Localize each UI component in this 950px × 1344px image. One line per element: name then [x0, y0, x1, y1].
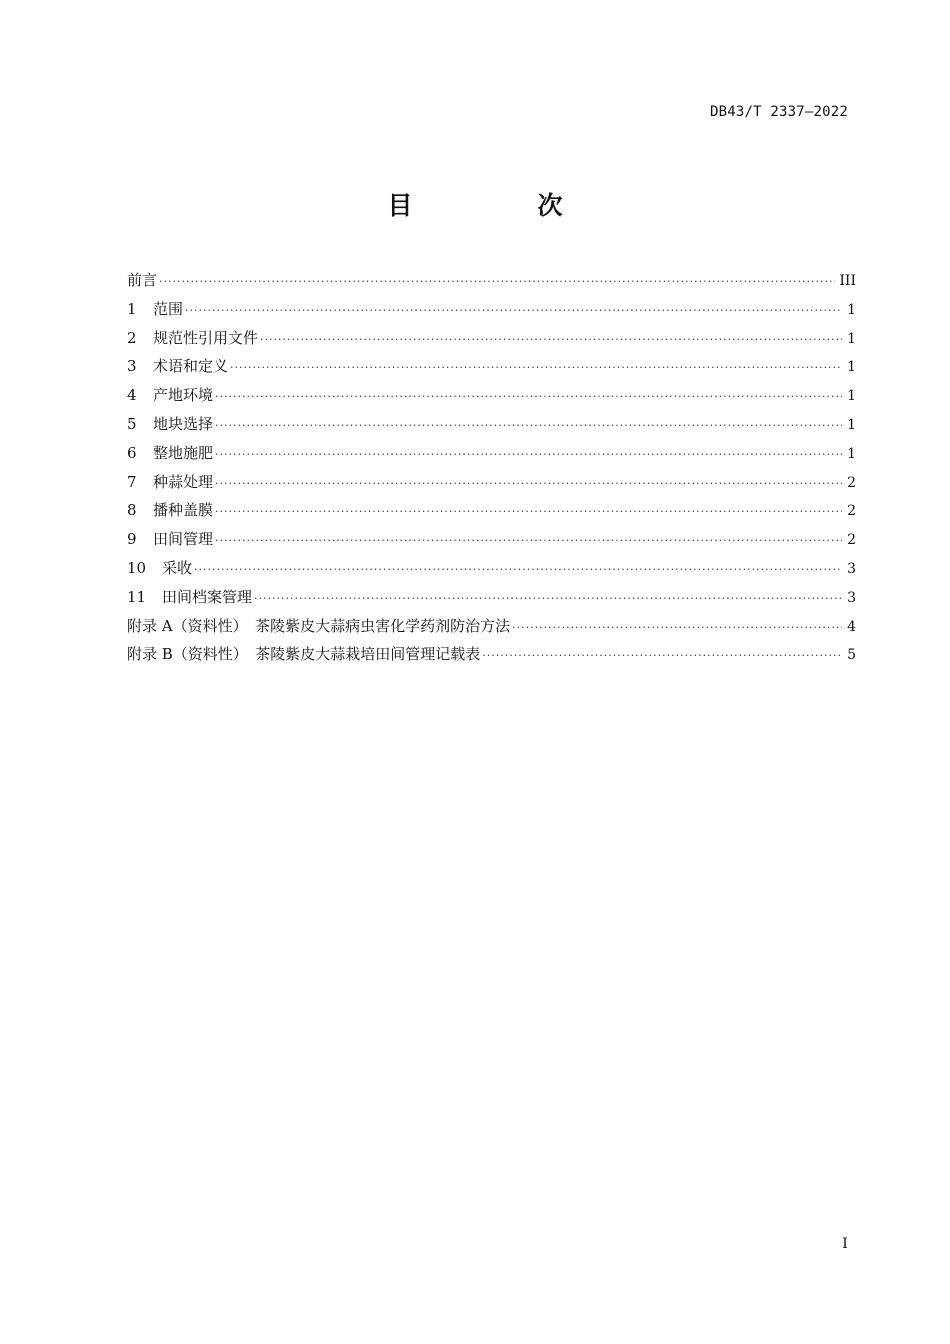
- toc-entry[interactable]: [127, 352, 856, 381]
- toc-leader-dots: [215, 498, 842, 527]
- toc-entry-page: 3: [847, 560, 856, 577]
- toc-leader-dots: [260, 326, 842, 355]
- toc-leader-dots: [215, 441, 842, 470]
- toc-entry[interactable]: [127, 410, 856, 439]
- toc-entry-page: 1: [847, 445, 856, 462]
- page-title: 目 次: [387, 191, 613, 220]
- toc-entry[interactable]: [127, 295, 856, 324]
- toc-entry-number: 7: [127, 472, 137, 491]
- toc-entry-label: 田间管理: [153, 530, 214, 549]
- toc-entry-number: 4: [127, 386, 137, 405]
- toc-entry-label: 附录 B（资料性） 茶陵紫皮大蒜栽培田间管理记载表: [127, 645, 481, 664]
- toc-entry-label: 采收: [162, 558, 193, 577]
- toc-entry-label: 种蒜处理: [153, 472, 214, 491]
- toc-entry-label: 附录 A（资料性） 茶陵紫皮大蒜病虫害化学药剂防治方法: [127, 616, 511, 635]
- toc-entry-page: 2: [847, 503, 856, 520]
- toc-leader-dots: [230, 354, 842, 383]
- toc-entry-label: 整地施肥: [153, 443, 214, 462]
- toc-leader-dots: [215, 383, 842, 412]
- toc-entry-page: 4: [847, 618, 856, 635]
- toc-leader-dots: [254, 585, 842, 614]
- toc-entry-page: III: [839, 273, 856, 289]
- toc-entry-number: 8: [127, 501, 137, 520]
- toc-entry-number: 11: [127, 587, 147, 606]
- toc-entry[interactable]: [127, 439, 856, 468]
- toc-leader-dots: [159, 268, 835, 297]
- toc-leader-dots: [215, 527, 842, 556]
- toc-leader-dots: [194, 556, 842, 585]
- toc-entry-label: 产地环境: [153, 386, 214, 405]
- toc-entry-page: 1: [847, 416, 856, 433]
- toc-entry-label: 播种盖膜: [153, 501, 214, 520]
- toc-entry-label: 规范性引用文件: [153, 328, 259, 347]
- page-number: I: [842, 1236, 848, 1252]
- toc-entry[interactable]: [127, 266, 856, 295]
- toc-entry-number: 3: [127, 357, 137, 376]
- toc-entry-page: 1: [847, 388, 856, 405]
- toc-entry-label: 术语和定义: [153, 357, 229, 376]
- toc-entry-label: 范围: [153, 299, 184, 318]
- toc-entry-page: 3: [847, 589, 856, 606]
- toc-entry-number: 6: [127, 443, 137, 462]
- toc-entry[interactable]: [127, 612, 856, 641]
- toc-entry-number: 9: [127, 530, 137, 549]
- toc-entry[interactable]: [127, 468, 856, 497]
- toc-entry[interactable]: [127, 640, 856, 669]
- toc-entry[interactable]: [127, 583, 856, 612]
- toc-entry-number: 2: [127, 328, 137, 347]
- toc-leader-dots: [482, 642, 842, 671]
- toc-leader-dots: [512, 614, 842, 643]
- document-code: DB43/T 2337—2022: [709, 104, 848, 120]
- toc-entry-number: 10: [127, 558, 147, 577]
- toc-entry-number: 1: [127, 299, 137, 318]
- toc-entry[interactable]: [127, 496, 856, 525]
- toc-leader-dots: [215, 412, 842, 441]
- toc-entry[interactable]: [127, 381, 856, 410]
- toc-entry-page: 1: [847, 330, 856, 347]
- toc-entry-page: 5: [847, 647, 856, 664]
- toc-entry-number: 5: [127, 414, 137, 433]
- toc-entry[interactable]: [127, 525, 856, 554]
- toc-entry-label: 田间档案管理: [162, 587, 253, 606]
- toc-entry-label: 地块选择: [153, 414, 214, 433]
- table-of-contents: [127, 266, 856, 669]
- toc-entry-page: 1: [847, 359, 856, 376]
- toc-entry-page: 2: [847, 474, 856, 491]
- toc-entry[interactable]: [127, 554, 856, 583]
- toc-leader-dots: [215, 470, 842, 499]
- toc-entry-label: 前言: [127, 271, 158, 289]
- toc-entry[interactable]: [127, 324, 856, 353]
- toc-entry-page: 1: [847, 301, 856, 318]
- toc-entry-page: 2: [847, 532, 856, 549]
- toc-leader-dots: [185, 297, 842, 326]
